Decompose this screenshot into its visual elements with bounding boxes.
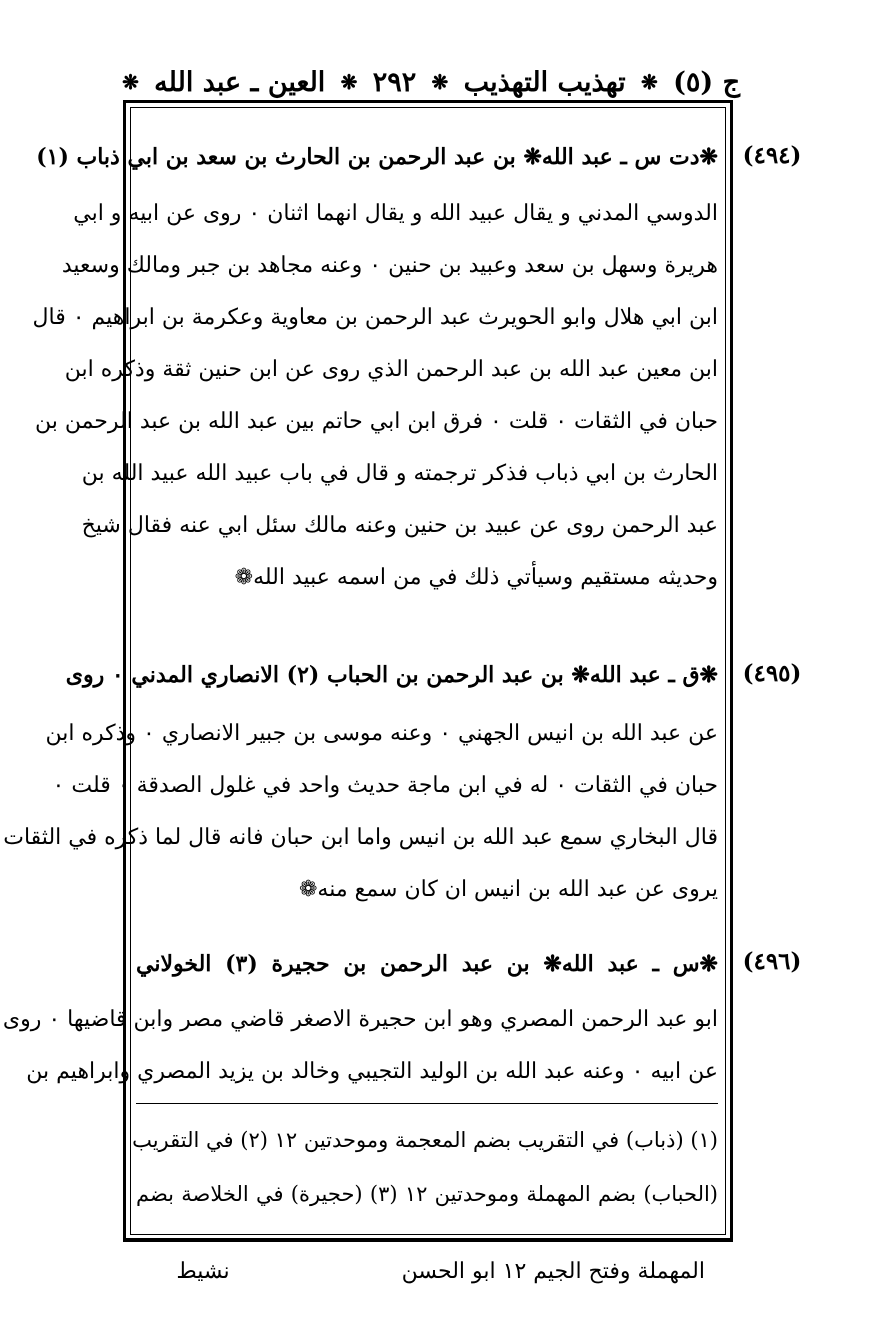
text-line: ابن معين عبد الله بن عبد الرحمن الذي روى عن ابن حنين ثقة وذكره ابن xyxy=(64,357,718,382)
entry-number: (٤٩٥) xyxy=(742,660,802,687)
running-header xyxy=(120,62,740,102)
page-number: ٢٩٢ xyxy=(372,66,417,98)
entry-heading-line: ❋س ـ عبد الله❋ بن عبد الرحمن بن حجيرة (٣) الخولاني xyxy=(136,951,718,977)
text-line: عن ابيه ٠ وعنه عبد الله بن الوليد التجيبي وخالد بن يزيد المصري وابراهيم بن xyxy=(26,1059,718,1084)
signature-text: نشيط xyxy=(176,1259,230,1284)
entry-number: (٤٩٤) xyxy=(742,142,802,169)
footnote-line: (١) (ذباب) في التقريب بضم المعجمة وموحدتين ١٢ (٢) في التقريب xyxy=(132,1128,718,1152)
ornament-icon: ❋ xyxy=(340,70,358,94)
text-line: هريرة وسهل بن سعد وعبيد بن حنين ٠ وعنه مجاهد بن جبر ومالك وسعيد xyxy=(61,253,718,278)
text-line: حبان في الثقات ٠ له في ابن ماجة حديث واحد في غلول الصدقة ٠ قلت ٠ xyxy=(52,773,718,798)
ornament-icon: ❋ xyxy=(641,70,658,94)
footnote-continuation: المهملة وفتح الجيم ١٢ ابو الحسن xyxy=(401,1259,705,1284)
text-line: ابن ابي هلال وابو الحويرث عبد الرحمن بن معاوية وعكرمة بن ابراهيم ٠ قال xyxy=(32,305,718,330)
text-line: ابو عبد الرحمن المصري وهو ابن حجيرة الاصغر قاضي مصر وابن قاضيها ٠ روى xyxy=(2,1007,718,1032)
text-line: يروى عن عبد الله بن انيس ان كان سمع منه❁ xyxy=(298,877,718,902)
text-line: حبان في الثقات ٠ قلت ٠ فرق ابن ابي حاتم بين عبد الله بن عبد الرحمن بن xyxy=(34,409,718,434)
volume-label: ج (٥) xyxy=(673,66,740,98)
text-line: وحديثه مستقيم وسيأتي ذلك في من اسمه عبيد الله❁ xyxy=(234,565,718,590)
text-line: عبد الرحمن روى عن عبيد بن حنين وعنه مالك سئل ابي عنه فقال شيخ xyxy=(81,513,718,538)
entry-heading-line: ❋ق ـ عبد الله❋ بن عبد الرحمن بن الحباب (٢) الانصاري المدني ٠ روى xyxy=(65,662,718,688)
text-line: الحارث بن ابي ذباب فذكر ترجمته و قال في باب عبيد الله عبيد الله بن xyxy=(81,461,718,486)
section-title: العين ـ عبد الله xyxy=(154,66,326,98)
book-title: تهذيب التهذيب xyxy=(463,66,626,98)
ornament-icon: ❋ xyxy=(431,70,449,94)
text-line: قال البخاري سمع عبد الله بن انيس واما ابن حبان فانه قال لما ذكره في الثقات xyxy=(3,825,718,850)
footnote-rule xyxy=(136,1103,718,1104)
text-line: عن عبد الله بن انيس الجهني ٠ وعنه موسى بن جبير الانصاري ٠ وذكره ابن xyxy=(45,721,718,746)
ornament-icon: ❋ xyxy=(122,70,139,94)
footnote-line: (الحباب) بضم المهملة وموحدتين ١٢ (٣) (حجيرة) في الخلاصة بضم xyxy=(136,1182,718,1206)
entry-heading-line: ❋دت س ـ عبد الله❋ بن عبد الرحمن بن الحارث بن سعد بن ابي ذباب (١) xyxy=(36,144,718,170)
entry-number: (٤٩٦) xyxy=(742,948,802,975)
text-line: الدوسي المدني و يقال عبيد الله و يقال انهما اثنان ٠ روى عن ابيه و ابي xyxy=(73,201,718,226)
